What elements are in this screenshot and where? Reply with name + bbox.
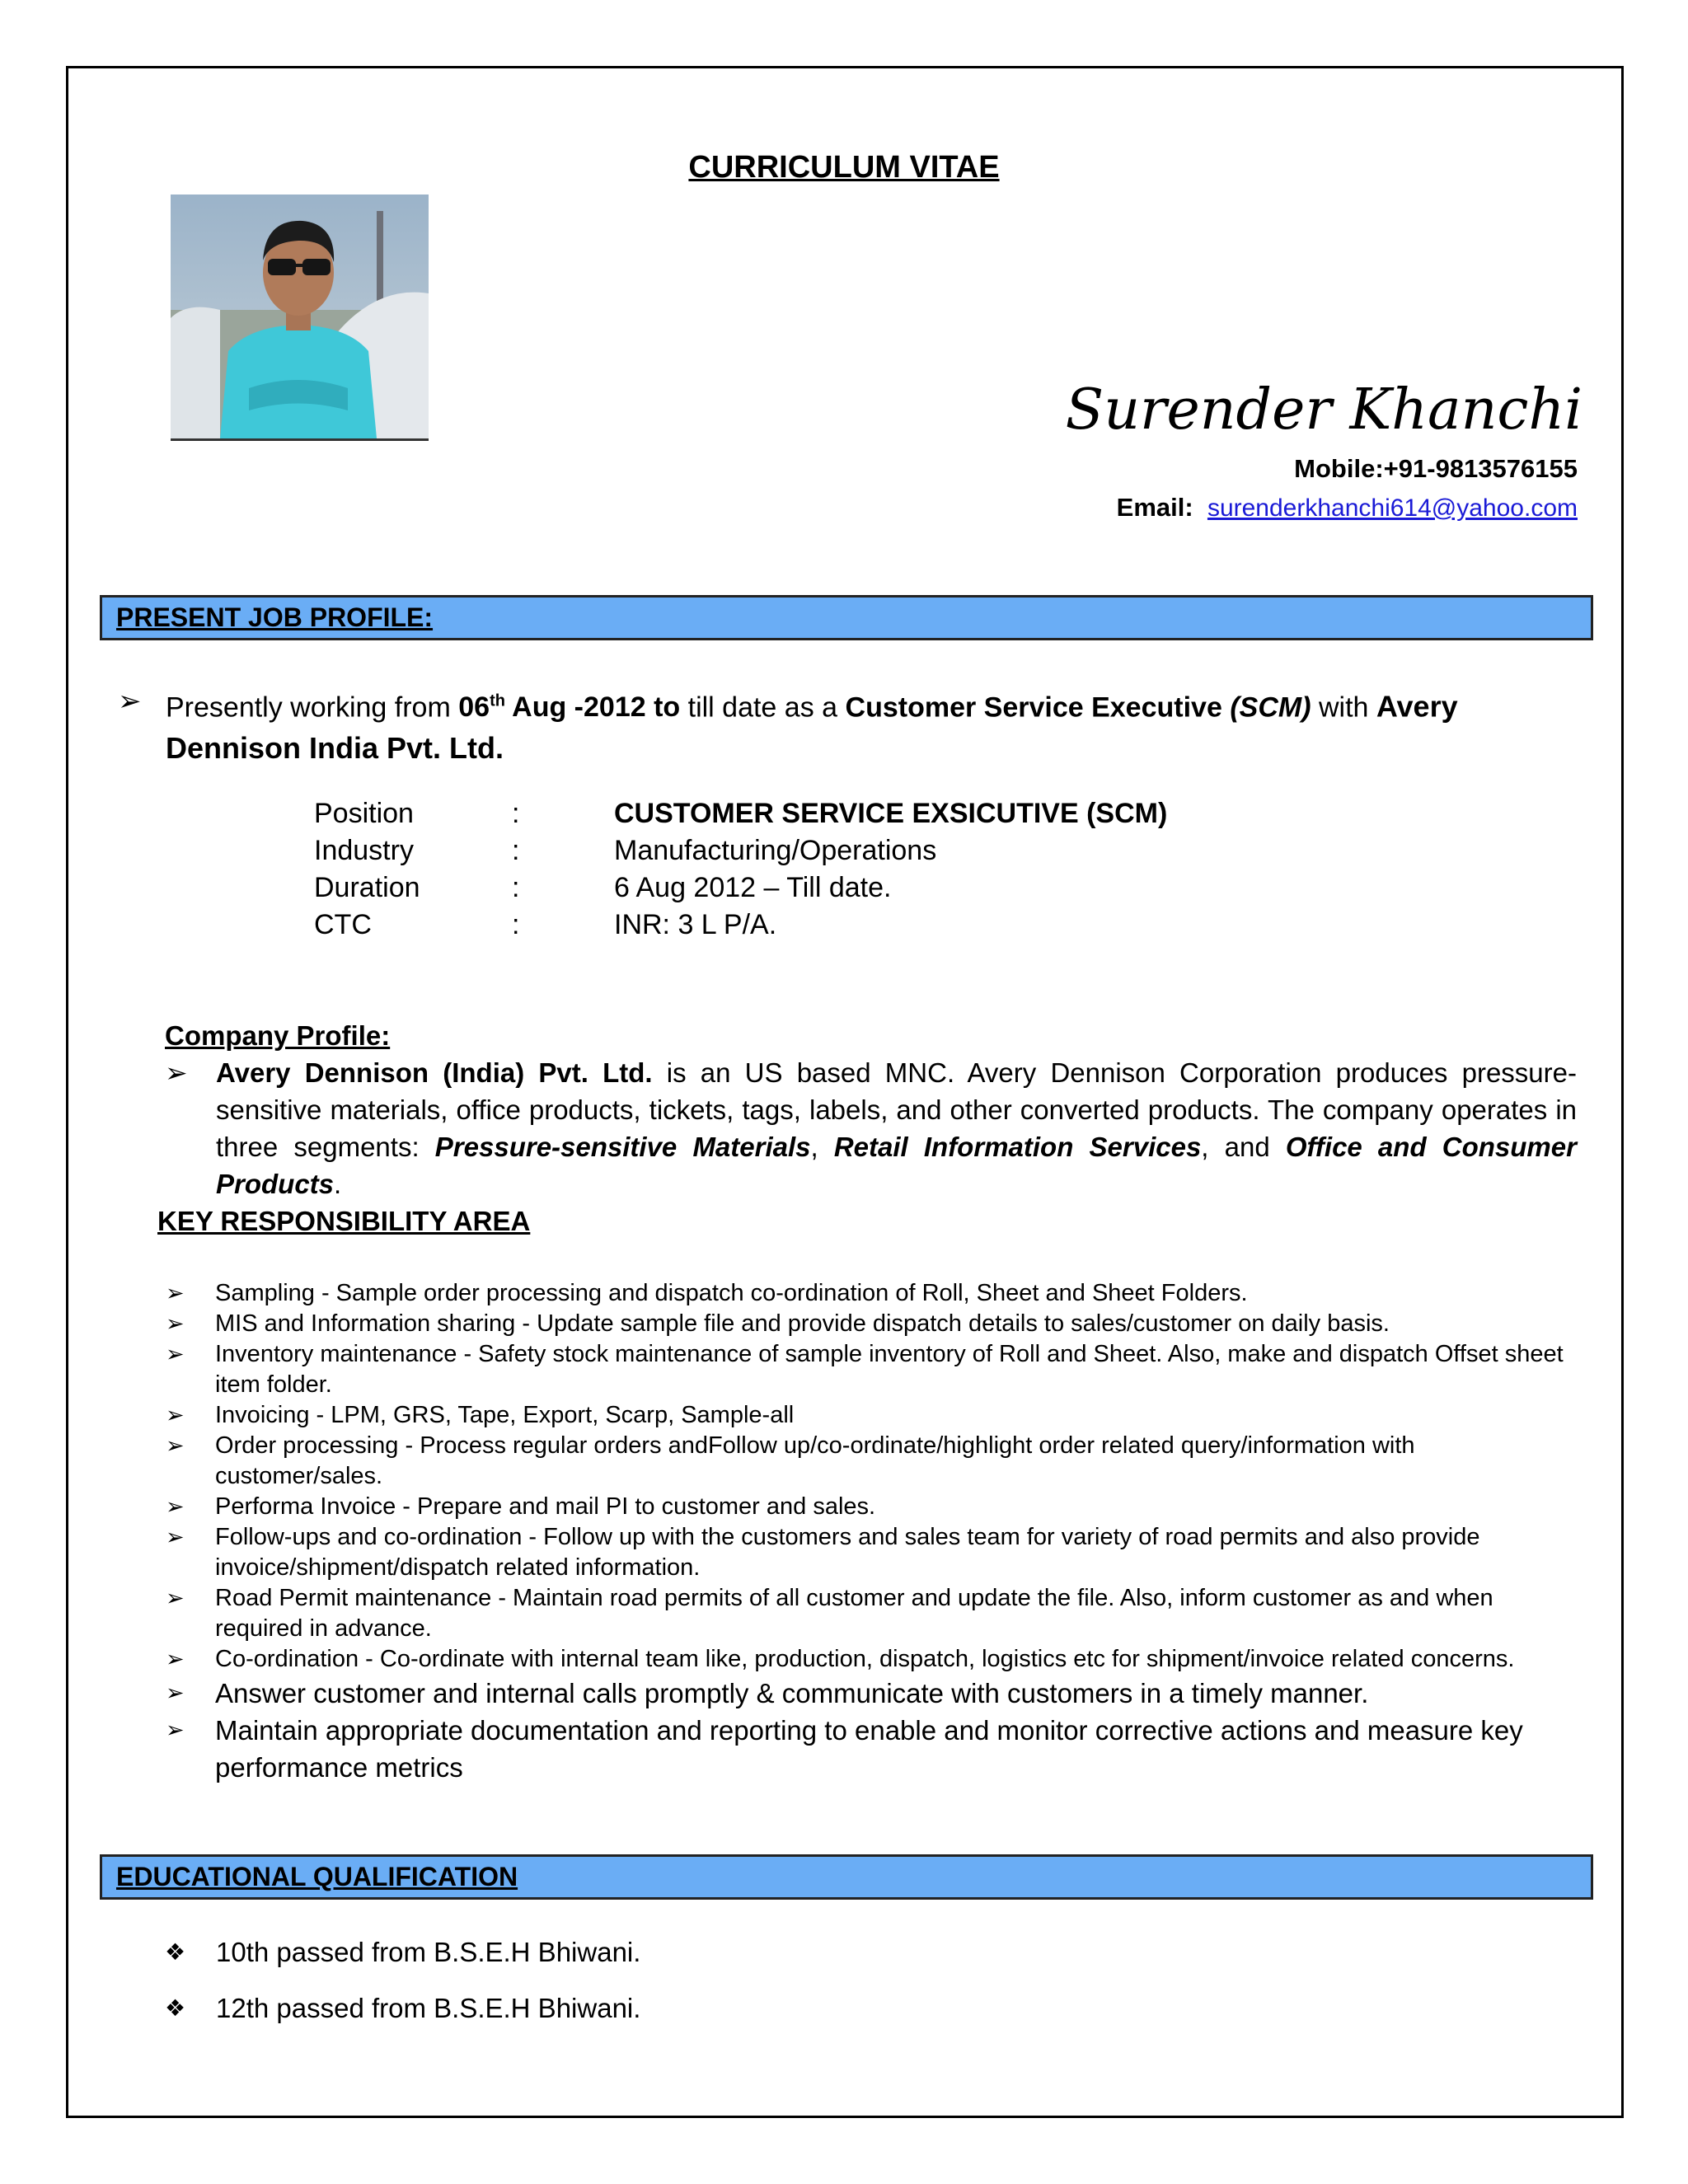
mobile-line [1294,454,1578,484]
arrow-bullet-icon: ➢ [165,1057,188,1089]
list-item: ➢ Order processing - Process regular orders andFollow up/co-ordinate/highlight order related query/information with customer/sales. [166,1432,1415,1489]
mobile-label: Mobile: [1294,454,1384,483]
email-link[interactable]: surenderkhanchi614@yahoo.com [1207,494,1578,522]
company-profile-heading: Company Profile: [165,1020,391,1051]
diamond-bullet-icon: ❖ [165,1939,186,1965]
arrow-bullet-icon: ➢ [166,1525,185,1550]
list-item: ➢ MIS and Information sharing - Update sample file and provide dispatch details to sales/customer on daily basis. [160,1309,1578,1339]
present-job-heading: PRESENT JOB PROFILE: [100,595,1593,640]
list-item: ➢ Follow-ups and co-ordination - Follow up with the customers and sales team for variety of road permits and also provide invoice/shipment/dispatch related information. [166,1524,1480,1581]
kra-list [160,1278,1578,1786]
profile-photo [171,194,429,441]
list-item: ➢ Sampling - Sample order processing and dispatch co-ordination of Roll, Sheet and Sheet Folders. [160,1278,1578,1309]
arrow-bullet-icon: ➢ [166,1718,185,1743]
detail-position: Position : CUSTOMER SERVICE EXSICUTIVE (SCM) [314,798,1168,829]
list-item: ➢ Co-ordination - Co-ordinate with internal team like, production, dispatch, logistics etc for shipment/invoice related concerns. [160,1644,1578,1675]
list-item: ➢ Maintain appropriate documentation and reporting to enable and monitor corrective actions and measure key performance metrics [160,1712,1578,1786]
list-item: ➢ Answer customer and internal calls promptly & communicate with customers in a timely manner. [160,1675,1578,1712]
arrow-bullet-icon: ➢ [166,1311,185,1337]
education-list [165,1937,640,2049]
kra-heading: KEY RESPONSIBILITY AREA [157,1206,531,1236]
arrow-bullet-icon: ➢ [166,1680,185,1706]
list-item: ❖ 10th passed from B.S.E.H Bhiwani. [165,1937,641,1967]
detail-industry: Industry : Manufacturing/Operations [314,835,937,866]
company-profile: ➢ Avery Dennison (India) Pvt. Ltd. is an US based MNC. Avery Dennison Corporation produces pressure-sensitive materials, office products, tickets, tags, labels, and other converted products. The company operates in three segments: Pressure-sensitive Materials, Retail Information Services, and Office and Consumer Products. [165,1054,1577,1202]
education-heading: EDUCATIONAL QUALIFICATION [100,1854,1593,1900]
detail-ctc: CTC : INR: 3 L P/A. [314,909,777,940]
job-details [314,795,1167,944]
diamond-bullet-icon: ❖ [165,1995,186,2021]
candidate-name: Surender Khanchi [1065,377,1582,443]
list-item: ➢ Road Permit maintenance - Maintain road permits of all customer and update the file. Also, inform customer as and when required in advance. [166,1585,1493,1642]
list-item: ➢ Invoicing - LPM, GRS, Tape, Export, Scarp, Sample-all [160,1400,1578,1431]
list-item: ➢ Inventory maintenance - Safety stock maintenance of sample inventory of Roll and Sheet. Also, make and dispatch Offset sheet item folder. [166,1341,1564,1398]
list-item: ➢ Performa Invoice - Prepare and mail PI to customer and sales. [160,1492,1578,1522]
arrow-bullet-icon: ➢ [118,685,142,718]
mobile-number: +91-9813576155 [1383,454,1578,483]
document-title: CURRICULUM VITAE [688,150,1000,185]
detail-duration: Duration : 6 Aug 2012 – Till date. [314,872,892,903]
arrow-bullet-icon: ➢ [166,1494,185,1520]
arrow-bullet-icon: ➢ [166,1586,185,1611]
arrow-bullet-icon: ➢ [166,1403,185,1428]
present-job-intro: ➢ Presently working from 06th Aug -2012 to till date as a Customer Service Executive (SCM) with Avery Dennison India Pvt. Ltd. [118,681,1577,770]
arrow-bullet-icon: ➢ [166,1433,185,1459]
email-line [1117,493,1578,523]
arrow-bullet-icon: ➢ [166,1342,185,1367]
list-item: ❖ 12th passed from B.S.E.H Bhiwani. [165,1993,641,2023]
email-label: Email: [1116,493,1193,522]
arrow-bullet-icon: ➢ [166,1647,185,1672]
arrow-bullet-icon: ➢ [166,1281,185,1306]
